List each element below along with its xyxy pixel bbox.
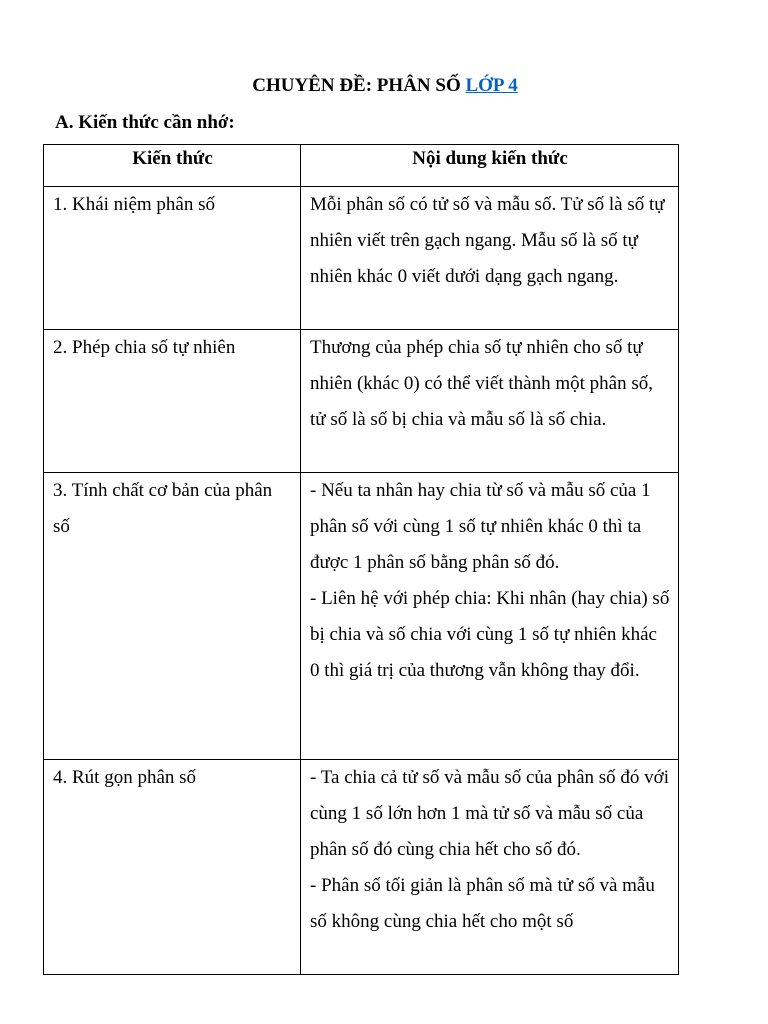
content-paragraph: - Nếu ta nhân hay chia từ số và mẫu số của 1 phân số với cùng 1 số tự nhiên khác 0 thì ta được 1 phân số bằng phân số đó.	[310, 480, 651, 573]
topic-cell: 3. Tính chất cơ bản của phân số	[44, 473, 301, 760]
content-paragraph: - Phân số tối giản là phân số mà tử số và mẫu số không cùng chia hết cho một số	[310, 875, 655, 932]
content-cell	[301, 187, 679, 330]
page-title-text: CHUYÊN ĐỀ: PHÂN SỐ	[252, 75, 466, 96]
topic-cell: 2. Phép chia số tự nhiên	[44, 330, 301, 473]
grade-link[interactable]: LỚP 4	[465, 75, 518, 96]
topic-cell: 1. Khái niệm phân số	[44, 187, 301, 330]
column-header-content: Nội dung kiến thức	[301, 145, 679, 187]
topic-cell: 4. Rút gọn phân số	[44, 760, 301, 975]
table-row	[44, 760, 679, 975]
page-title	[0, 74, 768, 98]
content-cell	[301, 330, 679, 473]
table-row	[44, 473, 679, 760]
section-heading: A. Kiến thức cần nhớ:	[55, 112, 235, 133]
column-header-topic: Kiến thức	[44, 145, 301, 187]
content-cell	[301, 473, 679, 760]
table-row	[44, 330, 679, 473]
table-row	[44, 187, 679, 330]
knowledge-table	[43, 144, 679, 975]
content-paragraph: - Ta chia cả tử số và mẫu số của phân số đó với cùng 1 số lớn hơn 1 mà tử số và mẫu số của phân số đó cùng chia hết cho số đó.	[310, 767, 669, 860]
content-paragraph: - Liên hệ với phép chia: Khi nhân (hay chia) số bị chia và số chia với cùng 1 số tự nhiên khác 0 thì giá trị của thương vẫn không thay đổi.	[310, 588, 670, 681]
content-paragraph: Mỗi phân số có tử số và mẫu số. Tử số là số tự nhiên viết trên gạch ngang. Mẫu số là số tự nhiên khác 0 viết dưới dạng gạch ngang.	[310, 194, 665, 287]
content-cell	[301, 760, 679, 975]
table-header-row	[44, 145, 679, 187]
content-paragraph: Thương của phép chia số tự nhiên cho số tự nhiên (khác 0) có thể viết thành một phân số, tử số là số bị chia và mẫu số là số chia.	[310, 337, 653, 430]
